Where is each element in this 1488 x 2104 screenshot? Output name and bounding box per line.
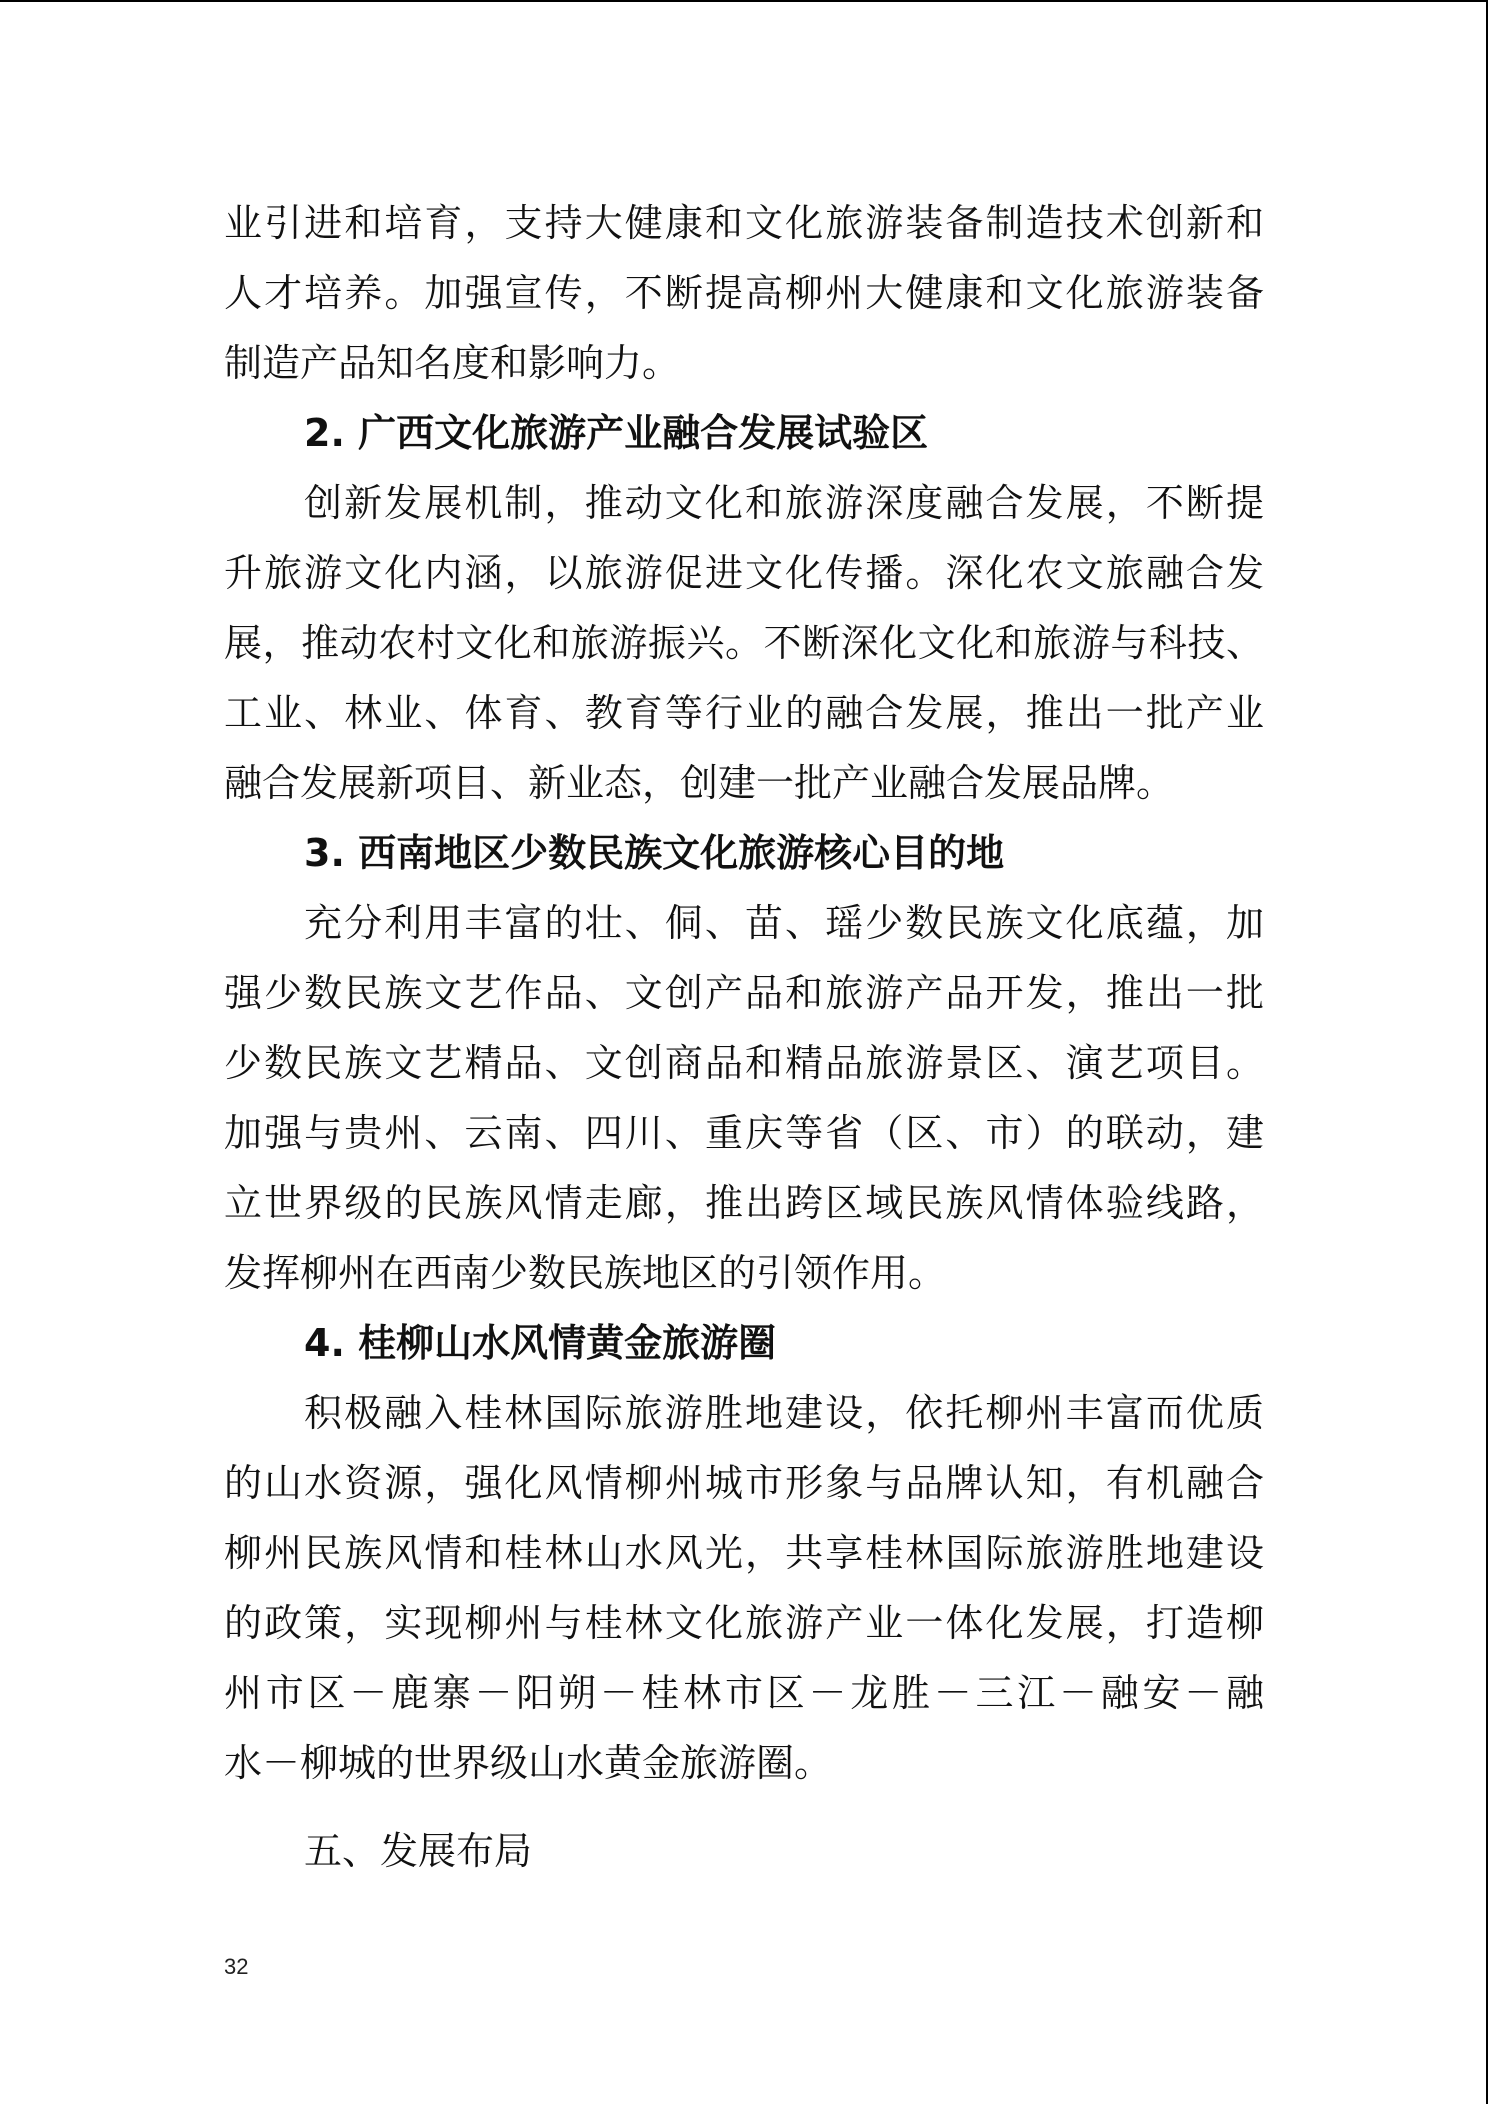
paragraph-line: 融合发展新项目、新业态，创建一批产业融合发展品牌。 xyxy=(224,761,1175,805)
paragraph-line: 升旅游文化内涵，以旅游促进文化传播。深化农文旅融合发 xyxy=(224,551,1264,595)
document-body xyxy=(224,188,1264,1886)
paragraph-line: 积极融入桂林国际旅游胜地建设，依托柳州丰富而优质 xyxy=(304,1391,1264,1435)
paragraph-line: 发挥柳州在西南少数民族地区的引领作用。 xyxy=(224,1251,947,1295)
paragraph-line: 水－柳城的世界级山水黄金旅游圈。 xyxy=(224,1741,833,1785)
paragraph-line: 业引进和培育，支持大健康和文化旅游装备制造技术创新和 xyxy=(224,201,1264,245)
paragraph-line: 的山水资源，强化风情柳州城市形象与品牌认知，有机融合 xyxy=(224,1461,1264,1505)
top-border-line xyxy=(0,0,1488,2)
paragraph-line: 人才培养。加强宣传，不断提高柳州大健康和文化旅游装备 xyxy=(224,271,1264,315)
section-title: 五、发展布局 xyxy=(304,1829,533,1873)
subsection-heading: 4. 桂柳山水风情黄金旅游圈 xyxy=(304,1321,777,1365)
paragraph-line: 强少数民族文艺作品、文创产品和旅游产品开发，推出一批 xyxy=(224,971,1264,1015)
subsection-heading: 3. 西南地区少数民族文化旅游核心目的地 xyxy=(304,831,1005,875)
paragraph-line: 工业、林业、体育、教育等行业的融合发展，推出一批产业 xyxy=(224,691,1264,735)
paragraph-line: 少数民族文艺精品、文创商品和精品旅游景区、演艺项目。 xyxy=(224,1041,1264,1085)
paragraph-line: 的政策，实现柳州与桂林文化旅游产业一体化发展，打造柳 xyxy=(224,1601,1264,1645)
paragraph-line: 立世界级的民族风情走廊，推出跨区域民族风情体验线路， xyxy=(224,1181,1264,1225)
paragraph-line: 加强与贵州、云南、四川、重庆等省（区、市）的联动，建 xyxy=(224,1111,1264,1155)
paragraph-line: 充分利用丰富的壮、侗、苗、瑶少数民族文化底蕴，加 xyxy=(304,901,1264,945)
paragraph-line: 展，推动农村文化和旅游振兴。不断深化文化和旅游与科技、 xyxy=(224,621,1264,665)
paragraph-line: 柳州民族风情和桂林山水风光，共享桂林国际旅游胜地建设 xyxy=(224,1531,1264,1575)
paragraph-line: 创新发展机制，推动文化和旅游深度融合发展，不断提 xyxy=(304,481,1264,525)
subsection-heading: 2. 广西文化旅游产业融合发展试验区 xyxy=(304,411,929,455)
page-number: 32 xyxy=(224,1954,249,1979)
paragraph-line: 制造产品知名度和影响力。 xyxy=(224,341,681,385)
paragraph-line: 州市区－鹿寨－阳朔－桂林市区－龙胜－三江－融安－融 xyxy=(224,1671,1264,1715)
